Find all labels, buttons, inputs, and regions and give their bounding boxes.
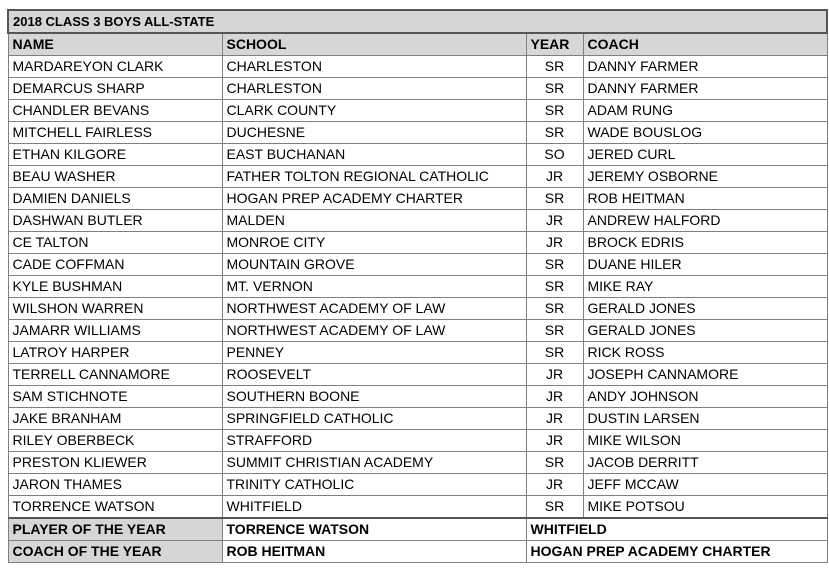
player-name: SAM STICHNOTE: [8, 386, 222, 408]
player-coach: ADAM RUNG: [583, 100, 827, 122]
player-year: JR: [526, 386, 583, 408]
player-name: CADE COFFMAN: [8, 254, 222, 276]
player-name: PRESTON KLIEWER: [8, 452, 222, 474]
player-name: MARDAREYON CLARK: [8, 56, 222, 78]
player-year: SR: [526, 100, 583, 122]
player-coach: MIKE WILSON: [583, 430, 827, 452]
player-school: MT. VERNON: [222, 276, 526, 298]
table-title: 2018 CLASS 3 BOYS ALL-STATE: [8, 10, 827, 33]
player-year: JR: [526, 408, 583, 430]
table-row: [8, 210, 827, 232]
player-coach: JERED CURL: [583, 144, 827, 166]
player-name: JAKE BRANHAM: [8, 408, 222, 430]
player-coach: DANNY FARMER: [583, 56, 827, 78]
table-row: [8, 122, 827, 144]
player-name: JARON THAMES: [8, 474, 222, 496]
player-school: CHARLESTON: [222, 56, 526, 78]
header-row: [8, 33, 827, 56]
table-row: [8, 56, 827, 78]
player-year: JR: [526, 210, 583, 232]
player-year: SR: [526, 122, 583, 144]
player-year: JR: [526, 364, 583, 386]
table-row: [8, 188, 827, 210]
player-name: MITCHELL FAIRLESS: [8, 122, 222, 144]
player-year: SR: [526, 56, 583, 78]
player-school: NORTHWEST ACADEMY OF LAW: [222, 320, 526, 342]
player-year: JR: [526, 474, 583, 496]
player-year: SR: [526, 320, 583, 342]
player-school: WHITFIELD: [222, 496, 526, 519]
player-school: EAST BUCHANAN: [222, 144, 526, 166]
player-name: JAMARR WILLIAMS: [8, 320, 222, 342]
player-coach: MIKE POTSOU: [583, 496, 827, 519]
player-coach: GERALD JONES: [583, 298, 827, 320]
player-coach: ROB HEITMAN: [583, 188, 827, 210]
player-name: KYLE BUSHMAN: [8, 276, 222, 298]
table-row: [8, 320, 827, 342]
table-row: [8, 430, 827, 452]
player-coach: DANNY FARMER: [583, 78, 827, 100]
player-year: SO: [526, 144, 583, 166]
player-year: JR: [526, 166, 583, 188]
player-year: SR: [526, 276, 583, 298]
player-name: CHANDLER BEVANS: [8, 100, 222, 122]
player-school: MONROE CITY: [222, 232, 526, 254]
all-state-table: [7, 9, 828, 563]
player-coach: JOSEPH CANNAMORE: [583, 364, 827, 386]
table-row: [8, 496, 827, 519]
table-row: [8, 100, 827, 122]
player-year: JR: [526, 430, 583, 452]
player-coach: ANDY JOHNSON: [583, 386, 827, 408]
player-name: DAMIEN DANIELS: [8, 188, 222, 210]
coach-of-year-school: HOGAN PREP ACADEMY CHARTER: [526, 541, 827, 563]
player-name: DASHWAN BUTLER: [8, 210, 222, 232]
player-name: BEAU WASHER: [8, 166, 222, 188]
player-year: SR: [526, 298, 583, 320]
coach-of-year-label: COACH OF THE YEAR: [8, 541, 222, 563]
player-school: SOUTHERN BOONE: [222, 386, 526, 408]
player-school: DUCHESNE: [222, 122, 526, 144]
table-row: [8, 452, 827, 474]
player-coach: JEFF MCCAW: [583, 474, 827, 496]
table-row: [8, 364, 827, 386]
coach-of-year-name: ROB HEITMAN: [222, 541, 526, 563]
player-coach: GERALD JONES: [583, 320, 827, 342]
player-coach: RICK ROSS: [583, 342, 827, 364]
player-coach: ANDREW HALFORD: [583, 210, 827, 232]
player-school: ROOSEVELT: [222, 364, 526, 386]
table-row: [8, 78, 827, 100]
title-row: [8, 10, 827, 33]
header-school: SCHOOL: [222, 33, 526, 56]
player-coach: WADE BOUSLOG: [583, 122, 827, 144]
player-school: PENNEY: [222, 342, 526, 364]
player-school: SPRINGFIELD CATHOLIC: [222, 408, 526, 430]
player-school: HOGAN PREP ACADEMY CHARTER: [222, 188, 526, 210]
player-school: NORTHWEST ACADEMY OF LAW: [222, 298, 526, 320]
table-row: [8, 232, 827, 254]
player-name: RILEY OBERBECK: [8, 430, 222, 452]
player-school: MALDEN: [222, 210, 526, 232]
player-of-year-name: TORRENCE WATSON: [222, 518, 526, 541]
player-year: SR: [526, 254, 583, 276]
player-name: TORRENCE WATSON: [8, 496, 222, 519]
player-name: TERRELL CANNAMORE: [8, 364, 222, 386]
player-school: TRINITY CATHOLIC: [222, 474, 526, 496]
player-name: CE TALTON: [8, 232, 222, 254]
player-rows: [8, 56, 827, 519]
table-row: [8, 474, 827, 496]
player-of-year-school: WHITFIELD: [526, 518, 827, 541]
table-row: [8, 298, 827, 320]
header-year: YEAR: [526, 33, 583, 56]
player-school: MOUNTAIN GROVE: [222, 254, 526, 276]
player-coach: DUSTIN LARSEN: [583, 408, 827, 430]
player-school: FATHER TOLTON REGIONAL CATHOLIC: [222, 166, 526, 188]
player-name: ETHAN KILGORE: [8, 144, 222, 166]
player-year: SR: [526, 78, 583, 100]
table-row: [8, 342, 827, 364]
player-name: WILSHON WARREN: [8, 298, 222, 320]
player-coach: MIKE RAY: [583, 276, 827, 298]
player-year: SR: [526, 342, 583, 364]
player-name: DEMARCUS SHARP: [8, 78, 222, 100]
player-of-year-row: [8, 518, 827, 541]
table-row: [8, 276, 827, 298]
player-coach: BROCK EDRIS: [583, 232, 827, 254]
player-school: CLARK COUNTY: [222, 100, 526, 122]
player-coach: DUANE HILER: [583, 254, 827, 276]
header-coach: COACH: [583, 33, 827, 56]
coach-of-year-row: [8, 541, 827, 563]
player-year: JR: [526, 232, 583, 254]
player-school: STRAFFORD: [222, 430, 526, 452]
player-name: LATROY HARPER: [8, 342, 222, 364]
table-row: [8, 166, 827, 188]
player-year: SR: [526, 452, 583, 474]
table-row: [8, 144, 827, 166]
player-of-year-label: PLAYER OF THE YEAR: [8, 518, 222, 541]
player-coach: JEREMY OSBORNE: [583, 166, 827, 188]
table-row: [8, 408, 827, 430]
table-row: [8, 386, 827, 408]
player-coach: JACOB DERRITT: [583, 452, 827, 474]
table-row: [8, 254, 827, 276]
player-school: CHARLESTON: [222, 78, 526, 100]
player-school: SUMMIT CHRISTIAN ACADEMY: [222, 452, 526, 474]
player-year: SR: [526, 188, 583, 210]
player-year: SR: [526, 496, 583, 519]
header-name: NAME: [8, 33, 222, 56]
